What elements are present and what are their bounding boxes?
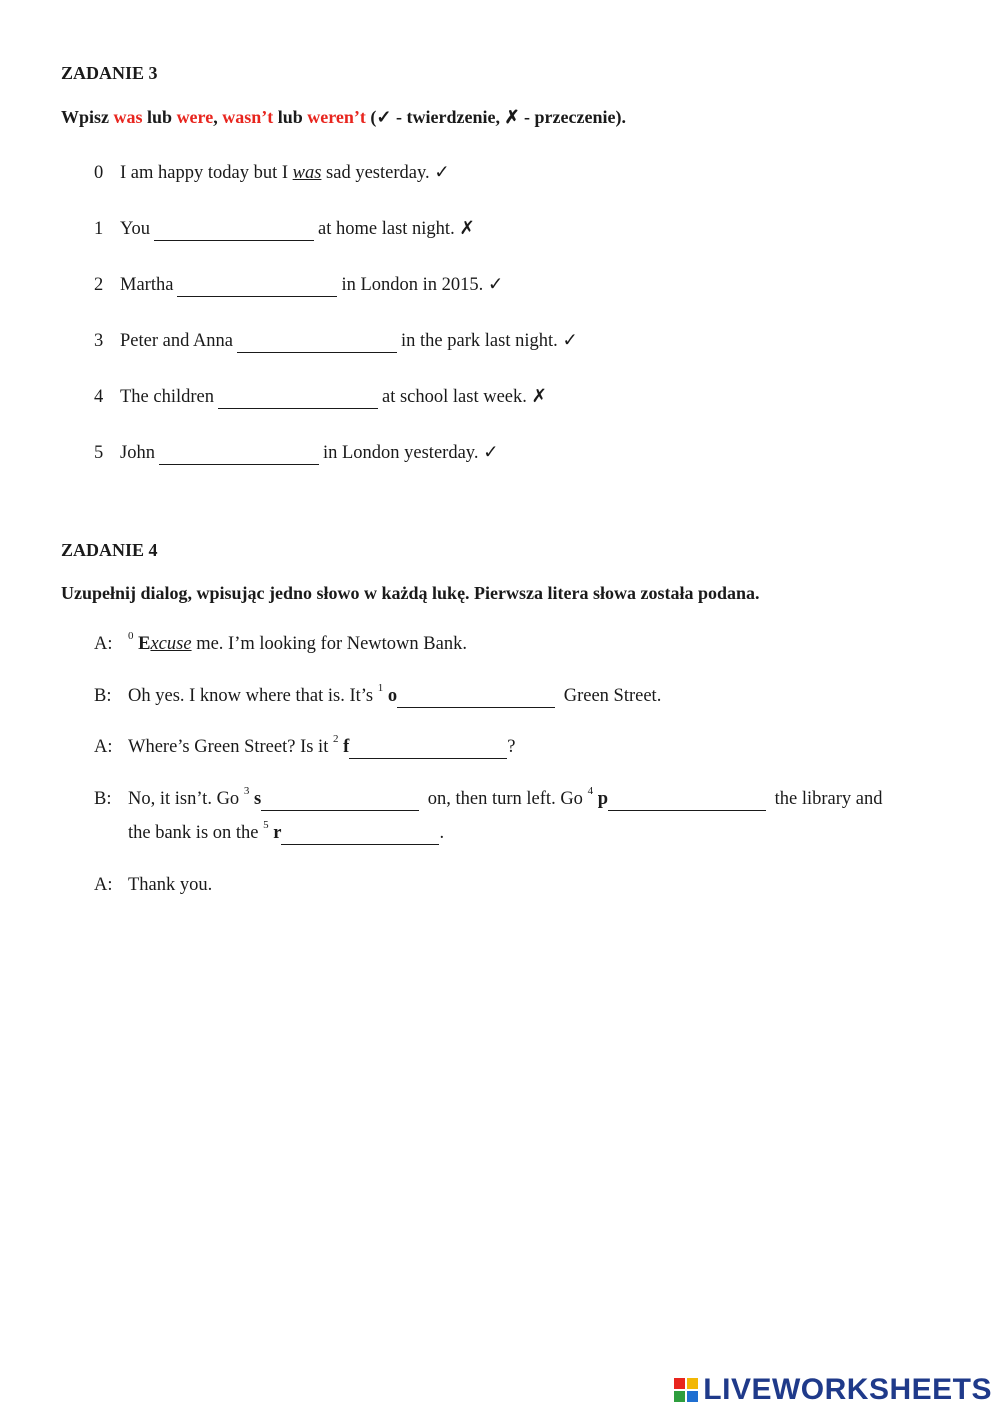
dialog-text: the bank is on the xyxy=(128,823,264,843)
item-number: 0 xyxy=(94,163,104,183)
task3-item-4 xyxy=(94,386,547,409)
dialog-text: Green Street. xyxy=(559,686,662,706)
task4-title: ZADANIE 4 xyxy=(61,540,158,560)
dialog-text: me. I’m looking for Newtown Bank. xyxy=(191,634,467,654)
gap-number: 3 xyxy=(243,785,250,797)
logo-square xyxy=(687,1378,698,1389)
first-letter: s xyxy=(253,789,262,809)
task3-item-2 xyxy=(94,274,503,297)
logo-square xyxy=(674,1378,685,1389)
gap-number: 1 xyxy=(377,682,384,694)
item-number: 2 xyxy=(94,275,104,295)
speaker-label: B: xyxy=(94,789,112,809)
gap-input-1[interactable] xyxy=(397,687,555,708)
item-text: Martha xyxy=(120,275,174,295)
first-letter: E xyxy=(138,634,151,654)
instr-keyword-was: was xyxy=(113,107,143,127)
item-text: in London in 2015. ✓ xyxy=(341,275,504,295)
first-letter: r xyxy=(273,823,282,843)
gap-number: 5 xyxy=(263,819,269,831)
dialog-text: Oh yes. I know where that is. It’s xyxy=(128,686,378,706)
gap-input-2[interactable] xyxy=(349,738,507,759)
item-number: 1 xyxy=(94,219,104,239)
item-number: 3 xyxy=(94,331,104,351)
task3-example xyxy=(94,162,450,184)
dialog-line-0 xyxy=(94,630,467,655)
first-letter: o xyxy=(387,686,398,706)
answer-input-5[interactable] xyxy=(159,444,319,465)
item-number: 5 xyxy=(94,443,104,463)
item-text: at home last night. ✗ xyxy=(318,219,475,239)
dialog-line-2 xyxy=(94,733,516,759)
answer-input-4[interactable] xyxy=(218,388,378,409)
first-letter: f xyxy=(343,737,350,757)
instr-text: Wpisz xyxy=(61,107,114,127)
first-letter: p xyxy=(597,789,608,809)
gap-number: 2 xyxy=(332,733,339,745)
item-text: sad yesterday. ✓ xyxy=(321,163,450,183)
speaker-label: A: xyxy=(94,875,113,895)
task4-instructions: Uzupełnij dialog, wpisując jedno słowo w każdą lukę. Pierwsza litera słowa została podana. xyxy=(61,583,760,603)
instr-text: lub xyxy=(142,107,177,127)
dialog-line-1 xyxy=(94,682,662,708)
item-text: Peter and Anna xyxy=(120,331,234,351)
gap-number: 0 xyxy=(128,630,134,642)
instr-keyword-were: were xyxy=(176,107,214,127)
dialog-line-3 xyxy=(94,785,883,811)
dialog-text: Where’s Green Street? Is it xyxy=(128,737,333,757)
speaker-label: A: xyxy=(94,634,113,654)
item-text: I am happy today but I xyxy=(120,163,293,183)
task3-instructions xyxy=(61,107,626,128)
logo-squares-icon xyxy=(674,1378,698,1402)
task3-item-5 xyxy=(94,442,499,465)
item-text: You xyxy=(120,219,151,239)
item-text: at school last week. ✗ xyxy=(382,387,548,407)
example-answer: xcuse xyxy=(150,634,192,654)
liveworksheets-logo xyxy=(674,1373,992,1407)
instr-keyword-werent: weren’t xyxy=(307,107,366,127)
example-answer: was xyxy=(292,163,322,183)
dialog-line-4 xyxy=(94,875,212,896)
gap-input-3[interactable] xyxy=(261,790,419,811)
speaker-label: A: xyxy=(94,737,113,757)
instr-text: (✓ - twierdzenie, ✗ - przeczenie). xyxy=(365,107,626,127)
dialog-text: the library and xyxy=(769,789,883,809)
task3-title: ZADANIE 3 xyxy=(61,63,158,83)
gap-number: 4 xyxy=(587,785,594,797)
logo-square xyxy=(687,1391,698,1402)
speaker-label: B: xyxy=(94,686,112,706)
answer-input-1[interactable] xyxy=(154,220,314,241)
gap-input-5[interactable] xyxy=(281,824,439,845)
item-number: 4 xyxy=(94,387,104,407)
dialog-text: . xyxy=(439,823,445,843)
item-text: The children xyxy=(120,387,214,407)
task3-item-3 xyxy=(94,330,578,353)
logo-text: LIVEWORKSHEETS xyxy=(703,1373,992,1406)
item-text: in the park last night. ✓ xyxy=(401,331,578,351)
instr-text: lub xyxy=(273,107,308,127)
dialog-text: Thank you. xyxy=(128,875,213,895)
instr-keyword-wasnt: wasn’t xyxy=(222,107,274,127)
instr-text: , xyxy=(213,107,223,127)
dialog-text: No, it isn’t. Go xyxy=(128,789,244,809)
dialog-text: ? xyxy=(507,737,516,757)
item-text: in London yesterday. ✓ xyxy=(322,443,499,463)
item-text: John xyxy=(120,443,155,463)
task3-item-1 xyxy=(94,218,475,241)
dialog-text: on, then turn left. Go xyxy=(423,789,588,809)
gap-input-4[interactable] xyxy=(608,790,766,811)
answer-input-3[interactable] xyxy=(237,332,397,353)
logo-square xyxy=(674,1391,685,1402)
answer-input-2[interactable] xyxy=(177,276,337,297)
dialog-line-3-cont xyxy=(128,819,445,845)
